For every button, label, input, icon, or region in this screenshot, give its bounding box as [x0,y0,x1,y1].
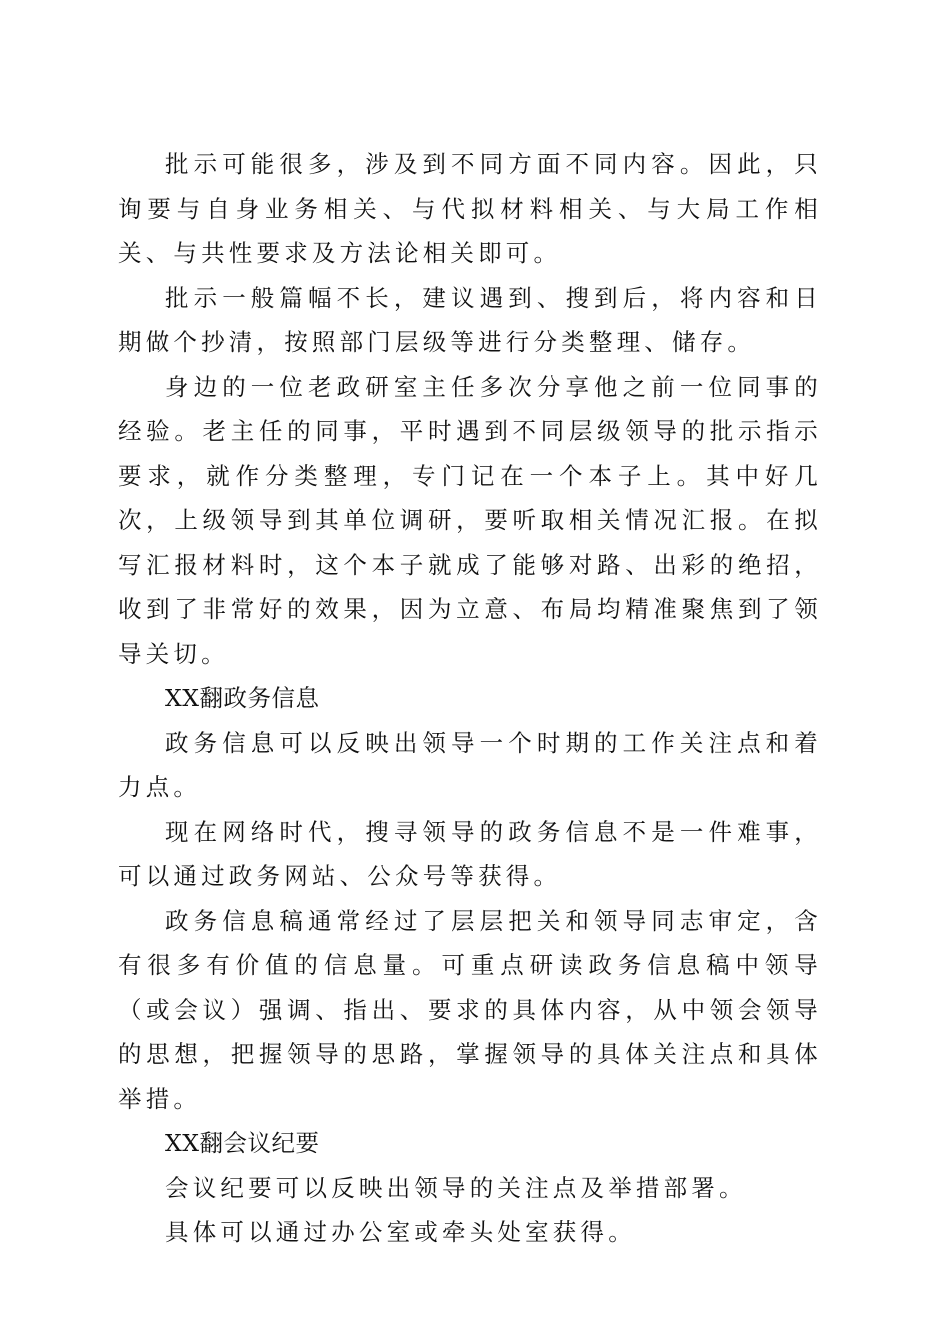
paragraph-colleague-experience: 身边的一位老政研室主任多次分享他之前一位同事的经验。老主任的同事，平时遇到不同层级领导的批示指示要求，就作分类整理，专门记在一个本子上。其中好几次，上级领导到其单位调研，要听取相关情况汇报。在拟写汇报材料时，这个本子就成了能够对路、出彩的绝招，收到了非常好的效果，因为立意、布局均精准聚焦到了领导关切。 [118,372,822,668]
paragraph-government-info-sources: 现在网络时代，搜寻领导的政务信息不是一件难事，可以通过政务网站、公众号等获得。 [118,817,822,890]
paragraph-meeting-minutes-sources: 具体可以通过办公室或牵头处室获得。 [165,1218,636,1246]
paragraph-instruction-scope: 批示可能很多，涉及到不同方面不同内容。因此，只询要与自身业务相关、与代拟材料相关、与大局工作相关、与共性要求及方法论相关即可。 [118,150,822,267]
paragraph-government-info-focus: 政务信息可以反映出领导一个时期的工作关注点和着力点。 [118,728,822,801]
heading-government-info: XX翻政务信息 [165,684,320,712]
paragraph-meeting-minutes-focus: 会议纪要可以反映出领导的关注点及举措部署。 [165,1173,747,1202]
paragraph-government-info-study: 政务信息稿通常经过了层层把关和领导同志审定，含有很多有价值的信息量。可重点研读政务信息稿中领导（或会议）强调、指出、要求的具体内容，从中领会领导的思想，把握领导的思路，掌握领导的具体关注点和具体举措。 [118,906,822,1113]
paragraph-instruction-archiving: 批示一般篇幅不长，建议遇到、搜到后，将内容和日期做个抄清，按照部门层级等进行分类整理、储存。 [118,283,822,356]
heading-meeting-minutes: XX翻会议纪要 [165,1129,320,1157]
document-body [118,142,822,1255]
